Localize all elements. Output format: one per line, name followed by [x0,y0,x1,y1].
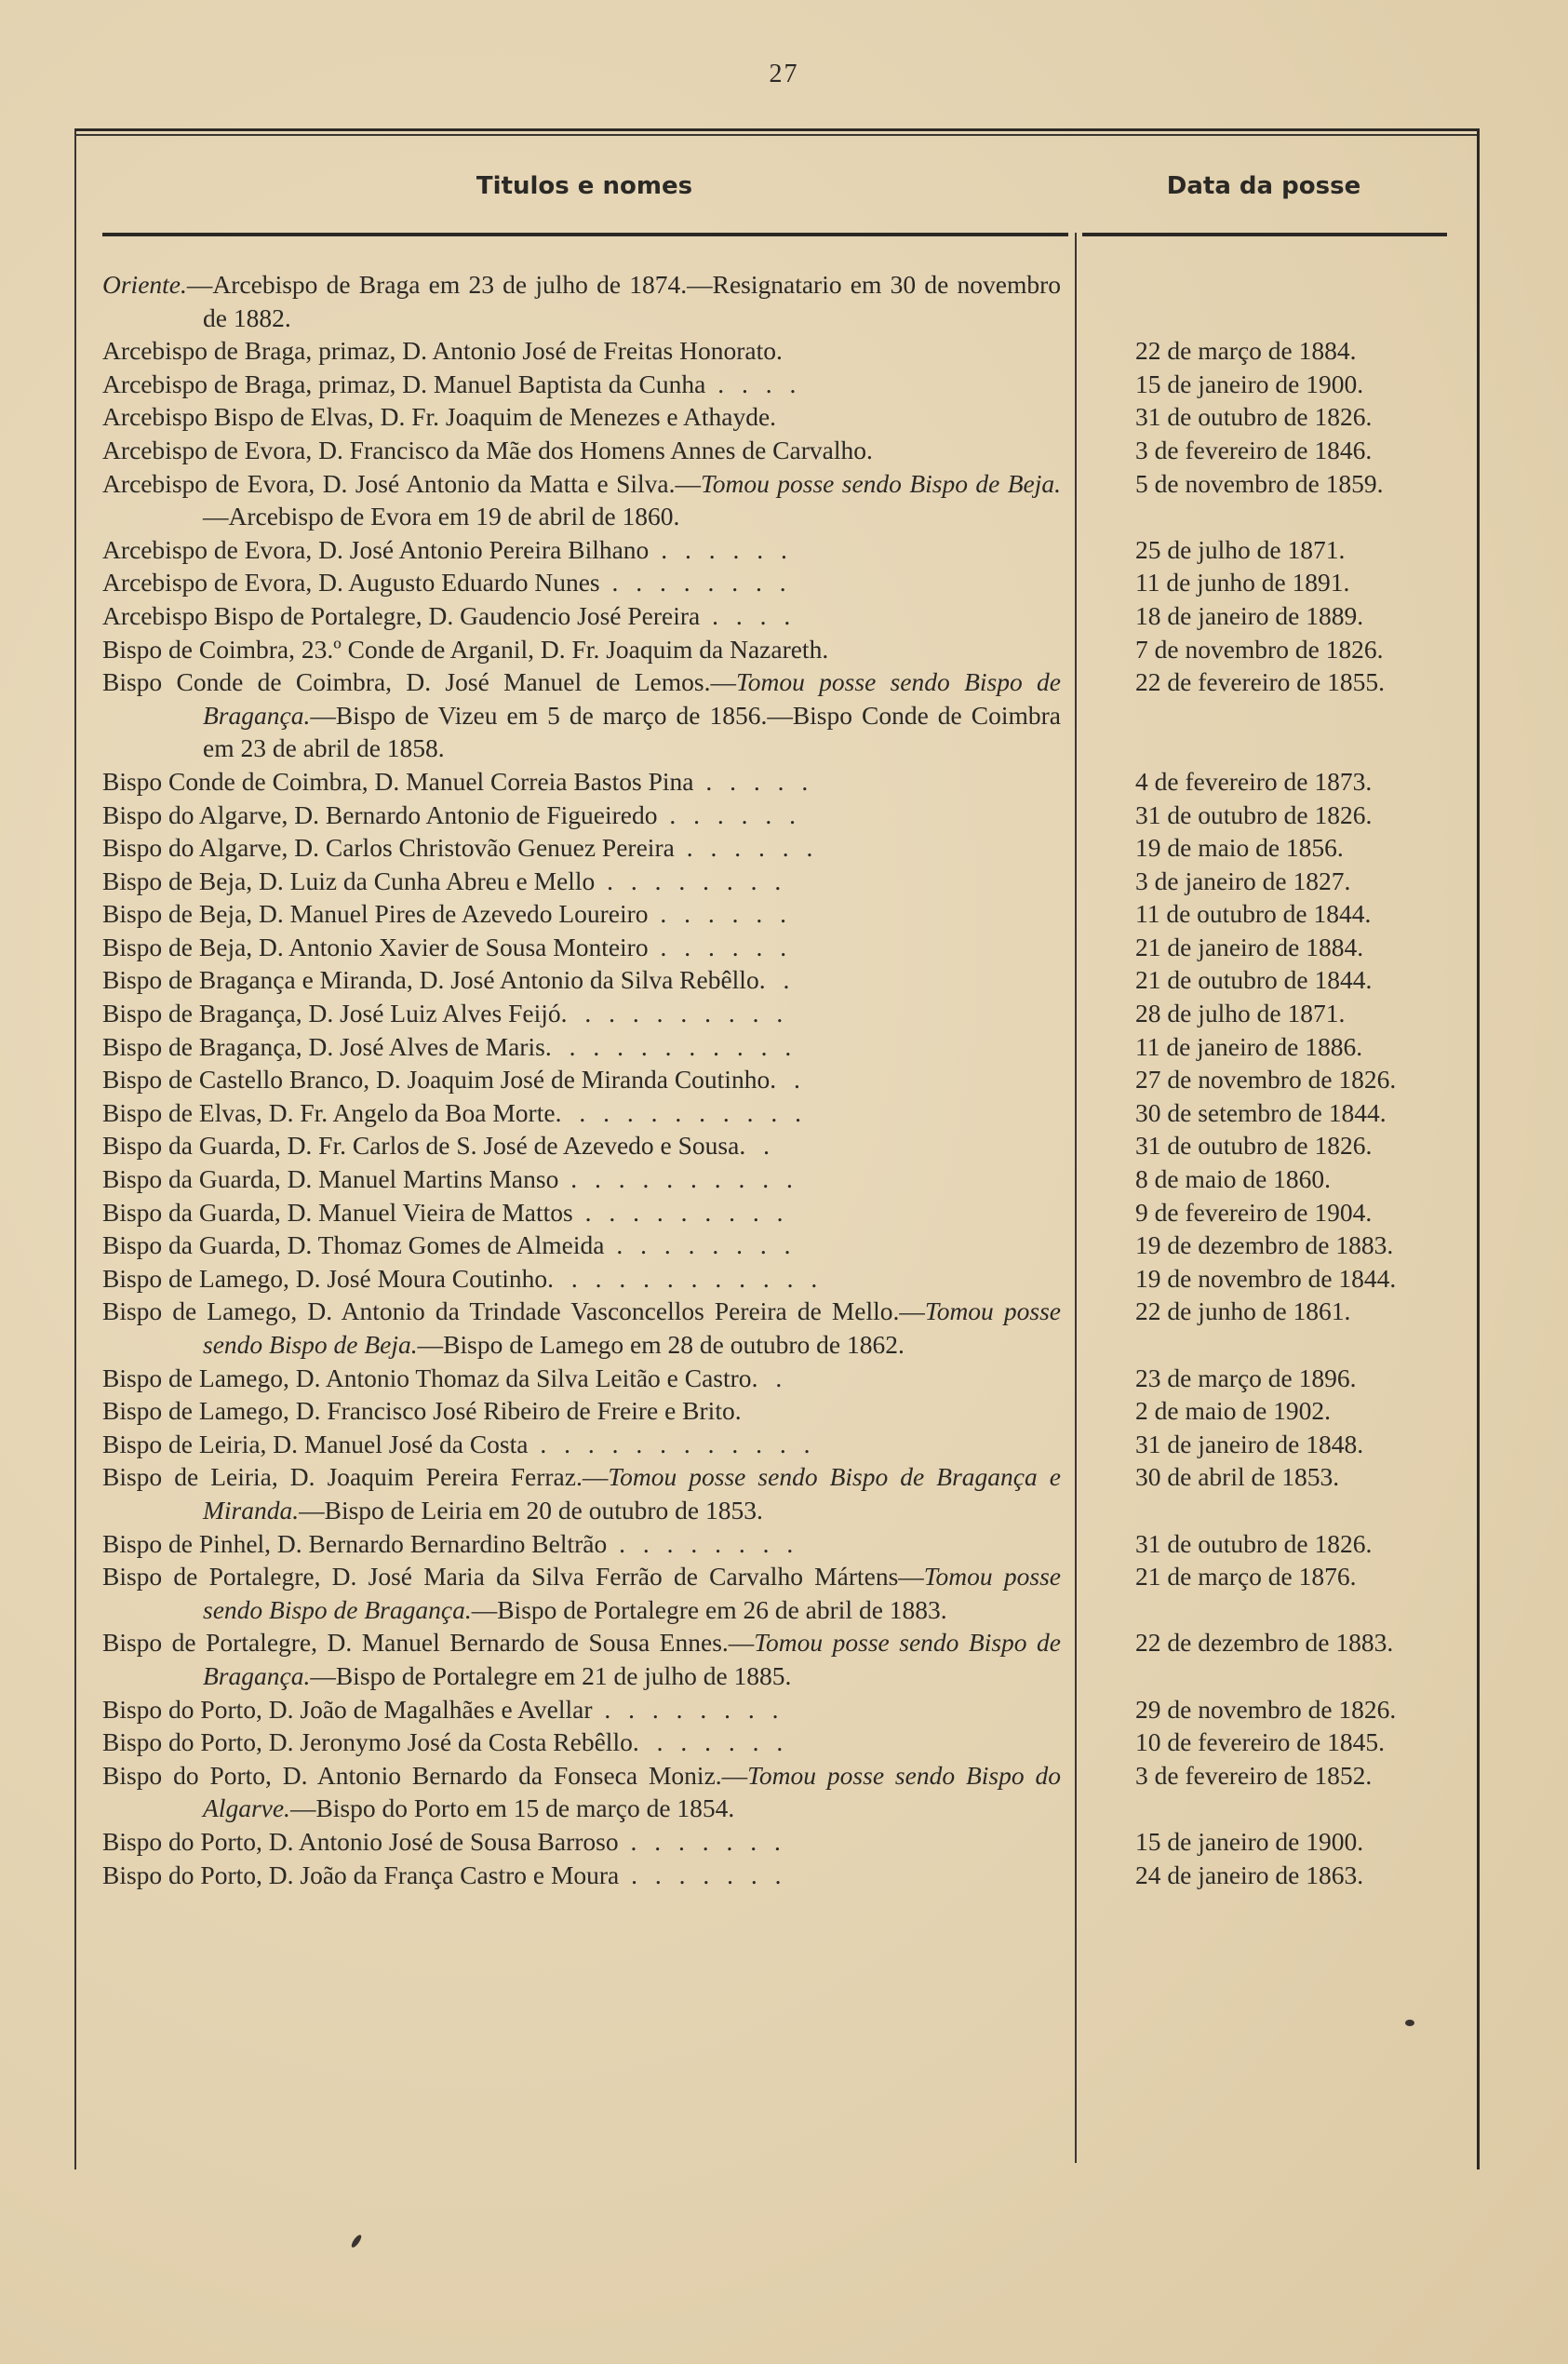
entry-date: 22 de dezembro de 1883. [1135,1628,1394,1658]
entry-note: Oriente. [102,270,187,299]
entry-title [102,1162,1066,1196]
entry-date: 11 de janeiro de 1886. [1135,1031,1363,1061]
entry-text: Bispo de Bragança e Miranda, D. José Antonio da Silva Rebêllo [102,965,759,995]
entry-text-continued: —Bispo de Portalegre em 21 de julho de 1885. [310,1660,792,1690]
entry-text-continued: —Arcebispo de Braga em 23 de julho de 1874.—Resignatario em 30 de novembro de 1882. [186,270,1061,332]
page-number: 27 [769,60,799,88]
entry-date: 30 de abril de 1853. [1135,1462,1340,1492]
table-row [102,1560,1461,1626]
entry-date: 30 de setembro de 1844. [1135,1097,1387,1127]
dot-leader: . . . . . . . . . . . . [528,1429,816,1458]
dot-leader: . . . . [705,369,802,398]
entry-title [102,831,1066,865]
entry-note: Tomou posse sendo Bispo de Beja. [701,468,1061,498]
entry-title [102,1129,1066,1162]
entry-text: Bispo de Portalegre, D. José Maria da Silva Ferrão de Carvalho Mártens— [102,1562,924,1592]
entry-date: 31 de outubro de 1826. [1135,402,1373,432]
entry-title [102,665,1066,765]
table-row [102,400,1461,434]
entry-text: Bispo da Guarda, D. Manuel Vieira de Mattos [102,1197,573,1227]
entry-date: 22 de fevereiro de 1855. [1135,667,1386,697]
entry-text: Arcebispo Bispo de Portalegre, D. Gaudencio José Pereira [102,600,701,630]
entry-title [102,400,1066,434]
entry-text: Bispo da Guarda, D. Fr. Carlos de S. José de Azevedo e Sousa [102,1131,740,1161]
table-row [102,268,1461,334]
entry-title [102,1030,1066,1064]
entry-title [102,1825,1066,1859]
table-row [102,1394,1461,1428]
entry-title [102,1362,1066,1395]
entry-date: 19 de novembro de 1844. [1135,1263,1397,1293]
dot-leader: . . [770,1065,806,1095]
table-row [102,765,1461,799]
entry-text-continued: —Bispo de Lamego em 28 de outubro de 1862. [417,1330,905,1359]
entry-text-continued: —Bispo de Leiria em 20 de outubro de 1853. [299,1495,763,1525]
entry-text: Bispo do Porto, D. Antonio Bernardo da Fonseca Moniz.— [102,1760,748,1790]
table-row [102,1129,1461,1162]
entry-text: Arcebispo de Braga, primaz, D. Antonio José de Freitas Honorato. [102,336,783,366]
dot-leader: . . . . . . . [632,1727,789,1757]
entry-date: 10 de fevereiro de 1845. [1135,1727,1386,1757]
entry-date: 31 de janeiro de 1848. [1135,1429,1364,1458]
entry-text: Bispo da Guarda, D. Manuel Martins Manso [102,1164,559,1194]
entry-date: 31 de outubro de 1826. [1135,799,1373,829]
entry-title [102,1262,1066,1296]
table-row [102,1030,1461,1064]
entry-text: Bispo do Porto, D. João de Magalhães e Avellar [102,1694,593,1724]
entry-note: Tomou posse sendo Bispo de Bragança. [203,667,1062,730]
table-row [102,1626,1461,1692]
entry-text-continued: —Bispo do Porto em 15 de março de 1854. [289,1793,735,1823]
entry-title [102,1759,1066,1825]
entry-text: Bispo de Bragança, D. José Luiz Alves Feijó [102,999,561,1028]
dot-leader: . . . . . . [648,932,793,961]
entry-date: 23 de março de 1896. [1135,1363,1357,1392]
entry-date: 3 de fevereiro de 1846. [1135,435,1373,464]
entry-date: 9 de fevereiro de 1904. [1135,1197,1373,1227]
dot-leader: . . [758,965,796,995]
entry-date: 31 de outubro de 1826. [1135,1131,1373,1161]
entry-date: 15 de janeiro de 1900. [1135,369,1364,398]
table-row [102,1162,1461,1196]
dot-leader: . . . . . . . . . . . [555,1097,807,1127]
entry-date: 11 de junho de 1891. [1135,568,1350,598]
entry-text: Arcebispo Bispo de Elvas, D. Fr. Joaquim de Menezes e Athayde. [102,402,777,432]
dot-leader: . . . . . . . . [595,866,787,895]
entry-title [102,566,1066,599]
table-row [102,633,1461,666]
entry-note: Tomou posse sendo Bispo de Bragança e Miranda. [203,1462,1061,1525]
entry-text: Bispo de Bragança, D. José Alves de Maris [102,1031,545,1061]
ink-speck [1405,2020,1414,2026]
table-row [102,1693,1461,1726]
table-row [102,799,1461,832]
entry-text: Bispo do Porto, D. Jeronymo José da Costa Rebêllo [102,1727,633,1757]
entry-text-continued: —Arcebispo de Evora em 19 de abril de 1860. [203,502,680,531]
entry-title [102,1859,1066,1892]
table-row [102,1362,1461,1395]
entry-title [102,1560,1066,1626]
table-row [102,1295,1461,1361]
dot-leader: . . . . . . . [618,1826,786,1856]
table-row [102,897,1461,931]
entry-text: Arcebispo de Evora, D. José Antonio da Matta e Silva.— [102,468,701,498]
entry-title [102,467,1066,533]
entry-text: Bispo da Guarda, D. Thomaz Gomes de Almeida [102,1230,605,1260]
ink-speck [350,2234,363,2250]
entry-note: Tomou posse sendo Bispo do Algarve. [203,1760,1061,1823]
entry-date: 25 de julho de 1871. [1135,534,1346,564]
entry-text: Bispo de Beja, D. Manuel Pires de Azevedo Loureiro [102,899,649,929]
entry-date: 28 de julho de 1871. [1135,999,1346,1028]
entry-title [102,1229,1066,1262]
entry-date: 22 de junho de 1861. [1135,1296,1351,1326]
entry-text: Bispo de Coimbra, 23.º Conde de Arganil, D. Fr. Joaquim da Nazareth. [102,634,829,664]
entry-title [102,1295,1066,1361]
entry-title [102,1196,1066,1229]
entry-date: 3 de fevereiro de 1852. [1135,1760,1373,1790]
table-row [102,566,1461,599]
table-row [102,1726,1461,1759]
dot-leader: . . . . . . . . . . . [544,1031,797,1061]
table-row [102,865,1461,898]
dot-leader: . . [751,1363,788,1392]
table-row [102,1825,1461,1859]
entry-note: Tomou posse sendo Bispo de Bragança. [203,1562,1061,1624]
header-rule-right [1082,233,1447,236]
table-row [102,368,1461,401]
dot-leader: . . . . . . [674,833,819,863]
entry-date: 21 de janeiro de 1884. [1135,932,1364,961]
dot-leader: . . . . . . . . . . . . [547,1263,824,1293]
entry-date: 29 de novembro de 1826. [1135,1694,1397,1724]
column-header-date: Data da posse [1166,172,1361,200]
entry-text: Bispo Conde de Coimbra, D. Manuel Correia Bastos Pina [102,766,694,796]
table-row [102,533,1461,567]
entry-title [102,1428,1066,1461]
entry-title [102,1460,1066,1526]
entry-date: 11 de outubro de 1844. [1135,899,1372,929]
entry-text: Arcebispo de Evora, D. Francisco da Mãe dos Homens Annes de Carvalho. [102,435,873,464]
dot-leader: . . . . . . . . [592,1694,784,1724]
dot-leader: . . . . . . [657,799,802,829]
table-row [102,1229,1461,1262]
entry-title [102,533,1066,567]
table-row [102,1460,1461,1526]
table-row [102,599,1461,633]
entry-date: 31 de outubro de 1826. [1135,1528,1373,1558]
entry-text-continued: —Bispo de Portalegre em 26 de abril de 1883. [471,1594,947,1624]
entry-title [102,368,1066,401]
entry-title [102,1626,1066,1692]
table-row [102,434,1461,467]
entry-text: Bispo do Algarve, D. Bernardo Antonio de Figueiredo [102,799,658,829]
table-row [102,1196,1461,1229]
entry-title [102,865,1066,898]
entry-title [102,268,1066,334]
entry-text: Bispo do Porto, D. Antonio José de Sousa Barroso [102,1826,619,1856]
entry-title [102,897,1066,931]
entry-date: 5 de novembro de 1859. [1135,468,1384,498]
dot-leader: . . . . [700,600,797,630]
column-header-titles: Titulos e nomes [476,172,693,200]
entry-date: 3 de janeiro de 1827. [1135,866,1351,895]
entry-text: Bispo de Leiria, D. Joaquim Pereira Ferraz.— [102,1462,609,1492]
entry-date: 19 de maio de 1856. [1135,833,1344,863]
entry-title [102,334,1066,368]
entry-title [102,599,1066,633]
entry-title [102,931,1066,964]
entry-date: 2 de maio de 1902. [1135,1396,1332,1426]
dot-leader: . . . . . [693,766,814,796]
table-row [102,1063,1461,1096]
table-row [102,467,1461,533]
entry-title [102,434,1066,467]
entry-text: Bispo de Beja, D. Antonio Xavier de Sousa Monteiro [102,932,649,961]
entry-text: Bispo de Pinhel, D. Bernardo Bernardino Beltrão [102,1528,608,1558]
entry-text: Bispo do Porto, D. João da França Castro e Moura [102,1860,620,1889]
table-row [102,334,1461,368]
dot-leader: . . . . . . [648,899,793,929]
entry-text: Bispo Conde de Coimbra, D. José Manuel de Lemos.— [102,667,736,697]
dot-leader: . . . . . . . . . . [558,1164,798,1194]
entry-date: 18 de janeiro de 1889. [1135,600,1364,630]
entry-title [102,1394,1066,1428]
entry-date: 7 de novembro de 1826. [1135,634,1384,664]
entry-title [102,963,1066,997]
entries-list [102,268,1461,1891]
table-row [102,1759,1461,1825]
entry-text: Bispo de Lamego, D. Francisco José Ribeiro de Freire e Brito. [102,1396,742,1426]
entry-date: 15 de janeiro de 1900. [1135,1826,1364,1856]
dot-leader: . . . . . . . [619,1860,787,1889]
entry-text: Bispo de Castello Branco, D. Joaquim José de Miranda Coutinho [102,1065,771,1095]
table-row [102,665,1461,765]
table-row [102,1262,1461,1296]
table-row [102,1527,1461,1561]
header-rule-left [102,233,1068,236]
entry-note: Tomou posse sendo Bispo de Beja. [203,1296,1061,1359]
dot-leader: . . . . . . . . [607,1528,799,1558]
entry-text: Bispo de Lamego, D. Antonio Thomaz da Silva Leitão e Castro [102,1363,752,1392]
table-row [102,1096,1461,1130]
entry-title [102,1726,1066,1759]
dot-leader: . . . . . . . . . . [560,999,789,1028]
table-row [102,963,1461,997]
entry-title [102,765,1066,799]
table-row [102,1428,1461,1461]
entry-title [102,633,1066,666]
dot-leader: . . [739,1131,775,1161]
entry-title [102,1096,1066,1130]
entry-date: 4 de fevereiro de 1873. [1135,766,1373,796]
table-row [102,931,1461,964]
entry-text: Arcebispo de Evora, D. José Antonio Pereira Bilhano [102,534,650,564]
entry-text: Bispo de Lamego, D. José Moura Coutinho [102,1263,548,1293]
dot-leader: . . . . . . . . [599,568,792,598]
entry-date: 24 de janeiro de 1863. [1135,1860,1364,1889]
entry-date: 21 de outubro de 1844. [1135,965,1373,995]
entry-title [102,1693,1066,1726]
entry-title [102,1527,1066,1561]
entry-date: 21 de março de 1876. [1135,1562,1357,1592]
entry-text: Bispo de Elvas, D. Fr. Angelo da Boa Morte [102,1097,556,1127]
entry-text: Bispo de Lamego, D. Antonio da Trindade Vasconcellos Pereira de Mello.— [102,1296,925,1326]
table-row [102,831,1461,865]
dot-leader: . . . . . . . . . [572,1197,789,1227]
entry-text: Arcebispo de Braga, primaz, D. Manuel Baptista da Cunha [102,369,706,398]
entry-text: Bispo de Portalegre, D. Manuel Bernardo de Sousa Ennes.— [102,1628,755,1658]
entry-text: Bispo de Leiria, D. Manuel José da Costa [102,1429,529,1458]
entry-text: Arcebispo de Evora, D. Augusto Eduardo Nunes [102,568,600,598]
entry-date: 22 de março de 1884. [1135,336,1357,366]
entry-text-continued: —Bispo de Vizeu em 5 de março de 1856.—Bispo Conde de Coimbra em 23 de abril de 1858. [203,700,1061,763]
dot-leader: . . . . . . [649,534,793,564]
entry-title [102,1063,1066,1096]
entry-date: 8 de maio de 1860. [1135,1164,1332,1194]
entry-note: Tomou posse sendo Bispo de Bragança. [203,1628,1061,1690]
entry-title [102,997,1066,1030]
entry-date: 19 de dezembro de 1883. [1135,1230,1394,1260]
table-row [102,997,1461,1030]
table-row [102,1859,1461,1892]
entry-title [102,799,1066,832]
entry-text: Bispo do Algarve, D. Carlos Christovão Genuez Pereira [102,833,675,863]
dot-leader: . . . . . . . . [604,1230,797,1260]
entry-date: 27 de novembro de 1826. [1135,1065,1397,1095]
entry-text: Bispo de Beja, D. Luiz da Cunha Abreu e Mello [102,866,596,895]
